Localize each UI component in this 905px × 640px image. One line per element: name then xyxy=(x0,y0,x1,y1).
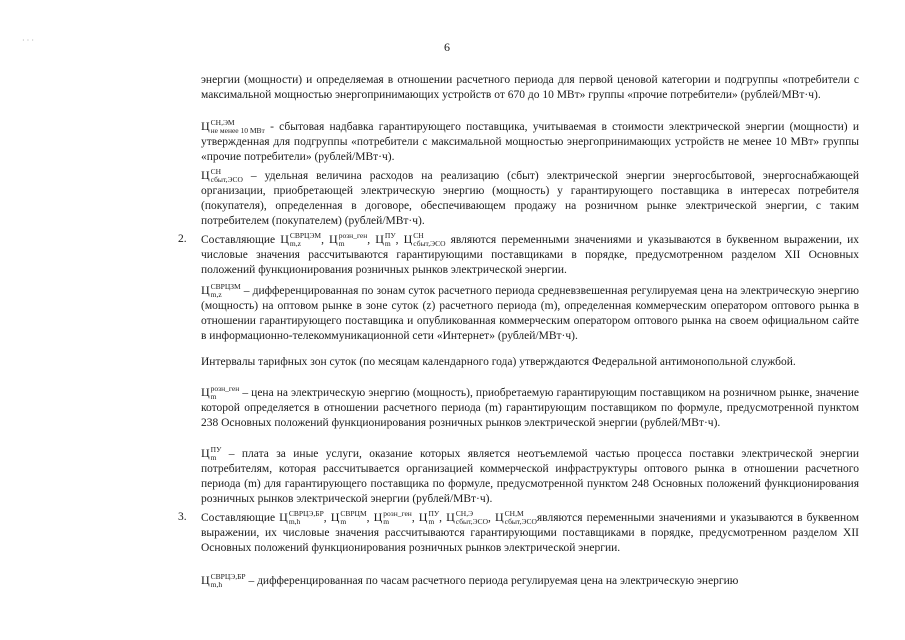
scan-artifact: · · · xyxy=(22,36,34,45)
formula-symbol: Ц СВРЦЭ,БР m,h xyxy=(201,572,246,590)
paragraph-3: Ц СН сбыт,ЭСО – удельная величина расходов на реализацию (сбыт) электрической энергии энергосбытовой, энергоснабжающей организации, приобретающей электрическую энергию (мощность) у гарантирующего поставщика в интересах потребителя (покупателя), определенная в договоре, обеспечивающем продажу на розничном рынке электрической энергии, с таким потребителем (покупателем) (рублей/МВт·ч). xyxy=(201,167,859,228)
formula-symbol: Ц розн_ген m xyxy=(373,509,412,527)
formula-symbol: Ц ПУ m xyxy=(418,509,440,527)
list-number: 3. xyxy=(178,511,187,523)
formula-symbol: Ц ПУ m xyxy=(201,445,222,463)
paragraph-5: Ц СВРЦЗМ m,z – дифференцированная по зонам суток расчетного периода средневзвешенная регулируемая цена на электрическую энергию (мощность) на оптовом рынке в зоне суток (z) расчетного периода (m), определенная коммерческим оператором оптового рынка в отношении гарантирующего поставщика и опубликованная коммерческим оператором оптового рынка на своем официальном сайте в информационно-телекоммуникационной сети «Интернет» (рублей/МВт·ч). xyxy=(201,282,859,343)
formula-symbol: Ц СН сбыт,ЭСО xyxy=(201,167,243,185)
formula-symbol: Ц СВРЦЭМ m,z xyxy=(280,231,322,249)
formula-symbol: Ц СН,Э сбыт,ЭСО xyxy=(446,509,489,527)
formula-symbol: Ц ПУ m xyxy=(375,231,396,249)
list-number: 2. xyxy=(178,233,187,245)
paragraph-8: Ц ПУ m – плата за иные услуги, оказание которых является неотъемлемой частью процесса поставки электрической энергии потребителям, которая рассчитывается организацией коммерческой инфраструктуры оптового рынка в отношении расчетного периода (m) для гарантирующего поставщика по формуле, предусмотренной пунктом 248 Основных положений функционирования розничных рынков электрической энергии (рублей/МВт·ч). xyxy=(201,445,859,506)
formula-symbol: Ц СН,М сбыт,ЭСО xyxy=(494,509,537,527)
formula-symbol: Ц СН,ЭМ не менее 10 МВт xyxy=(201,118,265,136)
page-number: 6 xyxy=(444,40,450,54)
list-item-2: Составляющие Ц СВРЦЭМ m,z , Ц розн_ген m , Ц ПУ m , Ц СН сбыт,ЭСО являются переменными значениями и указываются в буквенном выражении, их числовые значения рассчитываются гарантирующими поставщиками в порядке, предусмотренном разделом XII Основных положений функционирования розничных рынков электрической энергии. xyxy=(201,231,860,277)
paragraph-1: энергии (мощности) и определяемая в отношении расчетного периода для первой ценовой категории и подгруппы «потребители с максимальной мощностью энергопринимающих устройств от 670 до 10 МВт» группы «прочие потребители» (рублей/МВт·ч). xyxy=(201,74,859,101)
formula-symbol: Ц СН сбыт,ЭСО xyxy=(403,231,446,249)
paragraph-7: Ц розн_ген m – цена на электрическую энергию (мощность), приобретаемую гарантирующим поставщиком на розничном рынке, значение которой определяется в отношении расчетного периода (m) гарантирующим поставщиком по формуле, предусмотренной пунктом 238 Основных положений функционирования розничных рынков электрической энергии (рублей/МВт·ч). xyxy=(201,384,859,430)
formula-symbol: Ц СВРЦЭ,БР m,h xyxy=(279,509,324,527)
paragraph-2: Ц СН,ЭМ не менее 10 МВт - сбытовая надбавка гарантирующего поставщика, учитываемая в стоимости электрической энергии (мощности) и утвержденная для подгруппы «потребители с максимальной мощностью энергопринимающих устройств не менее 10 МВт» группы «прочие потребители» (рублей/МВт·ч). xyxy=(201,118,859,164)
formula-symbol: Ц СВРЦЗМ m,z xyxy=(201,282,241,300)
formula-symbol: Ц СВРЦМ m xyxy=(330,509,367,527)
paragraph-10: Ц СВРЦЭ,БР m,h – дифференцированная по часам расчетного периода регулируемая цена на электрическую энергию xyxy=(201,572,739,590)
formula-symbol: Ц розн_ген m xyxy=(201,384,240,402)
formula-symbol: Ц розн_ген m xyxy=(329,231,368,249)
paragraph-6: Интервалы тарифных зон суток (по месяцам календарного года) утверждаются Федеральной антимонопольной службой. xyxy=(201,356,796,368)
list-item-3: Составляющие Ц СВРЦЭ,БР m,h , Ц СВРЦМ m , Ц розн_ген m , Ц ПУ m , Ц СН,Э сбыт,ЭСО , Ц СН,М сбыт,ЭСО являются переменными значениями и указываются в буквенном выражении, их числовые значения рассчитываются гарантирующими поставщиками в порядке, предусмотренном разделом XII Основных положений функционирования розничных рынков электрической энергии. xyxy=(201,509,860,555)
